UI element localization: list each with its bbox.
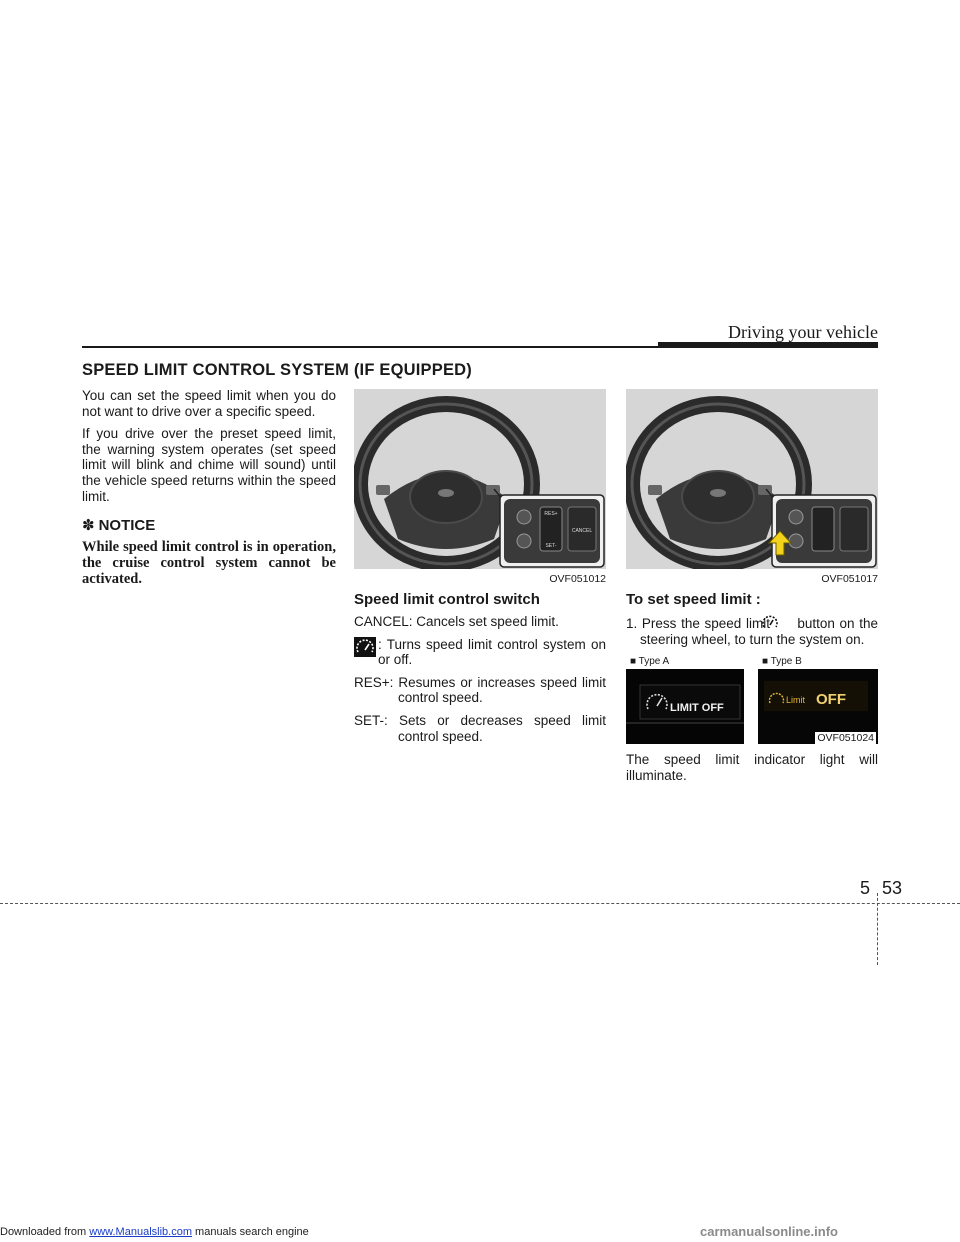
- step-1-part-a: 1. Press the speed limit: [626, 616, 770, 631]
- display-a-text: LIMIT OFF: [670, 702, 724, 714]
- watermark: carmanualsonline.info: [700, 1224, 838, 1239]
- switch-column: [354, 614, 606, 751]
- footer-dashed-line: [0, 903, 960, 904]
- section-title: Driving your vehicle: [728, 322, 878, 342]
- display-type-a: [626, 669, 744, 744]
- cancel-label: CANCEL: [571, 528, 593, 534]
- res-definition: RES+: Resumes or increases speed limit control speed.: [354, 674, 606, 706]
- res-label: RES+: [544, 511, 558, 517]
- set-section-title: To set speed limit :: [626, 591, 761, 608]
- notice-title: NOTICE: [98, 517, 156, 535]
- credit-prefix: Downloaded from: [0, 1226, 90, 1238]
- download-credit: [0, 1226, 309, 1238]
- intro-column: [82, 388, 336, 587]
- step-1: [626, 614, 878, 648]
- icon-definition-text: : Turns speed limit control system on or off.: [378, 636, 606, 668]
- set-label: SET-: [545, 543, 557, 549]
- set-column: [626, 614, 878, 655]
- steering-wheel-figure-2: [626, 389, 878, 569]
- figure-code-1: OVF051012: [549, 573, 606, 585]
- page-number: 53: [882, 878, 903, 898]
- footer-dashed-divider: [877, 893, 878, 965]
- speed-limit-icon: [354, 637, 376, 657]
- cluster-display-figure: [626, 656, 878, 744]
- switch-section-title: Speed limit control switch: [354, 591, 540, 608]
- figure-code-3: OVF051024: [817, 732, 874, 744]
- notice-heading: [82, 518, 336, 534]
- speed-limit-icon: [775, 614, 793, 632]
- steering-wheel-figure-1: [354, 389, 606, 569]
- figure-code-2: OVF051017: [821, 573, 878, 585]
- display-b-limit: Limit: [786, 695, 806, 705]
- intro-paragraph-2: If you drive over the preset speed limit, the warning system operates (set speed limit will blink and chime will sound) until the vehicle speed returns within the speed limit.: [82, 426, 336, 504]
- display-b-off: OFF: [816, 691, 846, 708]
- page-heading: SPEED LIMIT CONTROL SYSTEM (IF EQUIPPED): [82, 361, 472, 379]
- after-text-column: [626, 752, 878, 790]
- type-b-label: ■ Type B: [762, 656, 802, 667]
- header-rule-thick: [658, 342, 878, 348]
- indicator-note: The speed limit indicator light will illuminate.: [626, 752, 878, 783]
- intro-paragraph-1: You can set the speed limit when you do not want to drive over a specific speed.: [82, 388, 336, 419]
- notice-symbol-icon: ✽: [82, 517, 95, 535]
- steering-wheel-arrow-illustration: [626, 389, 878, 569]
- steering-wheel-illustration: [354, 389, 606, 569]
- step-1-part-b: button on the steering wheel, to turn the system on.: [640, 616, 878, 647]
- chapter-number: 5: [860, 878, 871, 898]
- type-a-label: ■ Type A: [630, 656, 670, 667]
- set-definition: SET-: Sets or decreases speed limit control speed.: [354, 712, 606, 744]
- icon-definition: [354, 637, 606, 668]
- manualslib-link[interactable]: www.Manualslib.com: [89, 1226, 192, 1238]
- notice-body: While speed limit control is in operation, the cruise control system cannot be activated.: [82, 538, 336, 587]
- credit-suffix: manuals search engine: [191, 1226, 309, 1238]
- cancel-definition: CANCEL: Cancels set speed limit.: [354, 614, 559, 629]
